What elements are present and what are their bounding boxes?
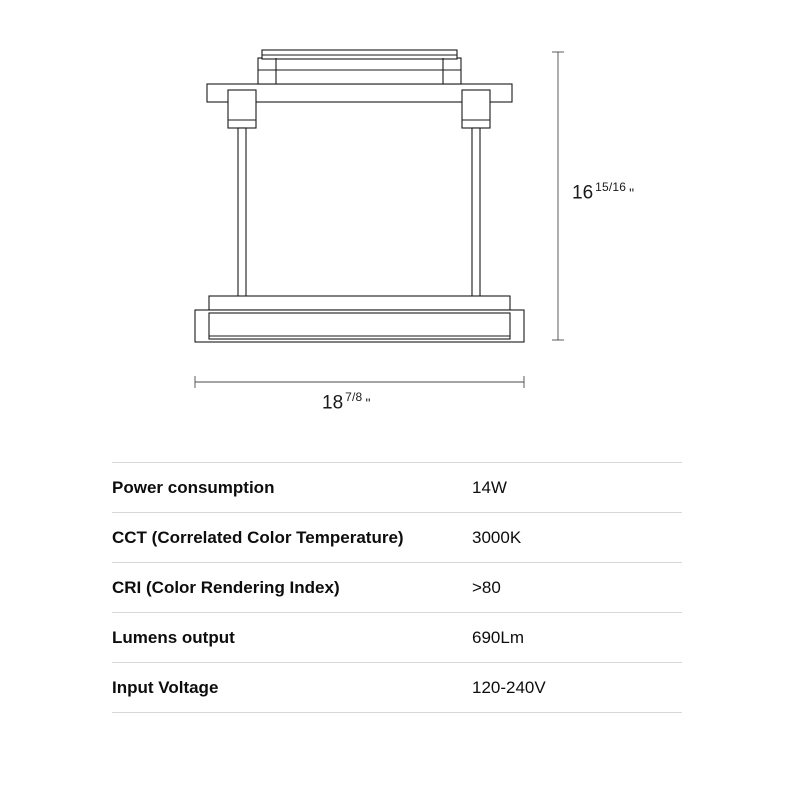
right-connector-block	[462, 90, 490, 128]
lamp-body-top-plate	[209, 296, 510, 310]
spec-value: 14W	[472, 463, 682, 513]
spec-label: CCT (Correlated Color Temperature)	[112, 513, 472, 563]
height-unit: "	[629, 185, 635, 202]
specification-table	[112, 462, 682, 713]
table-row	[112, 463, 682, 513]
width-unit: "	[365, 395, 371, 412]
upper-housing	[258, 58, 461, 84]
table-row	[112, 513, 682, 563]
spec-value: 120-240V	[472, 663, 682, 713]
width-dimension-label	[322, 390, 370, 414]
spec-label: CRI (Color Rendering Index)	[112, 563, 472, 613]
spec-value: 690Lm	[472, 613, 682, 663]
height-fraction: 15/16	[595, 180, 627, 194]
height-dimension-label	[572, 180, 634, 204]
spec-value: >80	[472, 563, 682, 613]
left-suspension-rod	[238, 128, 246, 300]
right-suspension-rod	[472, 128, 480, 300]
width-fraction: 7/8	[345, 390, 363, 404]
lamp-diffuser	[209, 313, 510, 339]
spec-label: Lumens output	[112, 613, 472, 663]
left-connector-block	[228, 90, 256, 128]
table-row	[112, 663, 682, 713]
spec-table-body	[112, 463, 682, 713]
table-row	[112, 563, 682, 613]
height-whole: 16	[572, 182, 594, 204]
table-row	[112, 613, 682, 663]
spec-label: Power consumption	[112, 463, 472, 513]
width-whole: 18	[322, 392, 344, 414]
spec-label: Input Voltage	[112, 663, 472, 713]
spec-value: 3000K	[472, 513, 682, 563]
